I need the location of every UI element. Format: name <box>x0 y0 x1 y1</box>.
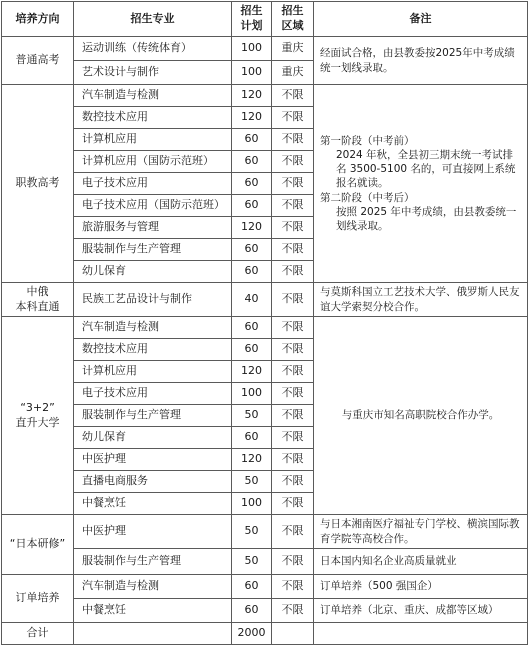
total-label: 合计 <box>2 623 74 645</box>
plan-cell: 60 <box>232 173 272 195</box>
table-row <box>2 283 528 317</box>
major-cell: 汽车制造与检测 <box>74 317 232 339</box>
total-note-empty <box>314 623 528 645</box>
plan-cell: 120 <box>232 449 272 471</box>
direction-line: 直升大学 <box>15 415 60 429</box>
major-cell: 直播电商服务 <box>74 471 232 493</box>
major-cell: 幼儿保育 <box>74 427 232 449</box>
plan-cell: 60 <box>232 261 272 283</box>
region-cell: 不限 <box>272 515 314 549</box>
table-row <box>2 599 528 623</box>
plan-cell: 100 <box>232 493 272 515</box>
note-line: 第一阶段（中考前） <box>320 134 415 147</box>
direction-line: “3+2” <box>20 400 55 414</box>
table-row <box>2 575 528 599</box>
plan-cell: 100 <box>232 383 272 405</box>
note-cell <box>314 85 528 283</box>
note-cell: 与日本湘南医疗福祉专门学校、横滨国际教育学院等高校合作。 <box>314 515 528 549</box>
table-row <box>2 37 528 61</box>
note-line: 按照 2025 年中考成绩，由县教委统一划线录取。 <box>336 205 517 232</box>
note-cell: 经面试合格，由县教委按2025年中考成绩统一划线录取。 <box>314 37 528 85</box>
region-cell: 不限 <box>272 217 314 239</box>
major-cell: 艺术设计与制作 <box>74 61 232 85</box>
major-cell: 电子技术应用 <box>74 173 232 195</box>
header-note: 备注 <box>314 2 528 37</box>
header-direction: 培养方向 <box>2 2 74 37</box>
major-cell: 电子技术应用 <box>74 383 232 405</box>
direction-cell: 普通高考 <box>2 37 74 85</box>
plan-cell: 50 <box>232 405 272 427</box>
header-row <box>2 2 528 37</box>
direction-cell: “日本研修” <box>2 515 74 575</box>
plan-cell: 120 <box>232 217 272 239</box>
major-cell: 旅游服务与管理 <box>74 217 232 239</box>
region-cell: 不限 <box>272 427 314 449</box>
note-cell: 与莫斯科国立工艺技术大学、俄罗斯人民友谊大学索契分校合作。 <box>314 283 528 317</box>
region-cell: 不限 <box>272 173 314 195</box>
major-cell: 汽车制造与检测 <box>74 85 232 107</box>
major-cell: 计算机应用 <box>74 129 232 151</box>
major-cell: 中餐烹饪 <box>74 599 232 623</box>
plan-cell: 120 <box>232 361 272 383</box>
total-row <box>2 623 528 645</box>
region-cell: 不限 <box>272 549 314 575</box>
header-plan-line2: 计划 <box>240 19 263 32</box>
plan-cell: 60 <box>232 599 272 623</box>
note-line: 第二阶段（中考后） <box>320 191 415 204</box>
direction-cell <box>2 317 74 515</box>
region-cell: 重庆 <box>272 37 314 61</box>
direction-cell: 订单培养 <box>2 575 74 623</box>
region-cell: 不限 <box>272 129 314 151</box>
plan-cell: 60 <box>232 129 272 151</box>
region-cell: 不限 <box>272 471 314 493</box>
direction-line: 中俄 <box>26 284 49 298</box>
major-cell: 计算机应用（国防示范班） <box>74 151 232 173</box>
header-region <box>272 2 314 37</box>
region-cell: 不限 <box>272 599 314 623</box>
region-cell: 不限 <box>272 493 314 515</box>
plan-cell: 120 <box>232 85 272 107</box>
major-cell: 民族工艺品设计与制作 <box>74 283 232 317</box>
table-row <box>2 549 528 575</box>
plan-cell: 60 <box>232 151 272 173</box>
plan-cell: 40 <box>232 283 272 317</box>
major-cell: 汽车制造与检测 <box>74 575 232 599</box>
total-region-empty <box>272 623 314 645</box>
region-cell: 不限 <box>272 195 314 217</box>
direction-cell: 职教高考 <box>2 85 74 283</box>
region-cell: 不限 <box>272 405 314 427</box>
plan-cell: 50 <box>232 515 272 549</box>
table-row <box>2 515 528 549</box>
major-cell: 中医护理 <box>74 515 232 549</box>
plan-cell: 50 <box>232 471 272 493</box>
region-cell: 不限 <box>272 239 314 261</box>
region-cell: 不限 <box>272 151 314 173</box>
plan-cell: 60 <box>232 317 272 339</box>
region-cell: 不限 <box>272 85 314 107</box>
region-cell: 重庆 <box>272 61 314 85</box>
plan-cell: 60 <box>232 195 272 217</box>
major-cell: 中医护理 <box>74 449 232 471</box>
plan-cell: 60 <box>232 239 272 261</box>
plan-cell: 60 <box>232 575 272 599</box>
region-cell: 不限 <box>272 283 314 317</box>
major-cell: 中餐烹饪 <box>74 493 232 515</box>
header-plan <box>232 2 272 37</box>
note-cell: 日本国内知名企业高质量就业 <box>314 549 528 575</box>
header-major: 招生专业 <box>74 2 232 37</box>
major-cell: 数控技术应用 <box>74 339 232 361</box>
admission-plan-table <box>1 1 528 645</box>
note-cell: 订单培养（北京、重庆、成都等区域） <box>314 599 528 623</box>
direction-line: 本科直通 <box>15 299 60 313</box>
plan-cell: 100 <box>232 37 272 61</box>
header-region-line2: 区域 <box>281 19 304 32</box>
major-cell: 服装制作与生产管理 <box>74 549 232 575</box>
region-cell: 不限 <box>272 107 314 129</box>
header-plan-line1: 招生 <box>240 4 263 18</box>
major-cell: 电子技术应用（国防示范班） <box>74 195 232 217</box>
plan-cell: 50 <box>232 549 272 575</box>
note-line: 2024 年秋，全县初三期末统一考试排名 3500-5100 名的，可直接网上系统报名就读。 <box>336 149 516 190</box>
region-cell: 不限 <box>272 339 314 361</box>
plan-cell: 100 <box>232 61 272 85</box>
plan-cell: 120 <box>232 107 272 129</box>
note-cell: 订单培养（500 强国企） <box>314 575 528 599</box>
region-cell: 不限 <box>272 361 314 383</box>
major-cell: 服装制作与生产管理 <box>74 239 232 261</box>
plan-cell: 60 <box>232 427 272 449</box>
total-plan: 2000 <box>232 623 272 645</box>
header-region-line1: 招生 <box>281 4 304 18</box>
region-cell: 不限 <box>272 575 314 599</box>
major-cell: 服装制作与生产管理 <box>74 405 232 427</box>
region-cell: 不限 <box>272 261 314 283</box>
plan-cell: 60 <box>232 339 272 361</box>
major-cell: 计算机应用 <box>74 361 232 383</box>
region-cell: 不限 <box>272 317 314 339</box>
table-row <box>2 85 528 107</box>
major-cell: 数控技术应用 <box>74 107 232 129</box>
table-row <box>2 317 528 339</box>
region-cell: 不限 <box>272 383 314 405</box>
major-cell: 幼儿保育 <box>74 261 232 283</box>
region-cell: 不限 <box>272 449 314 471</box>
direction-cell <box>2 283 74 317</box>
total-major-empty <box>74 623 232 645</box>
major-cell: 运动训练（传统体育） <box>74 37 232 61</box>
note-cell: 与重庆市知名高职院校合作办学。 <box>314 317 528 515</box>
